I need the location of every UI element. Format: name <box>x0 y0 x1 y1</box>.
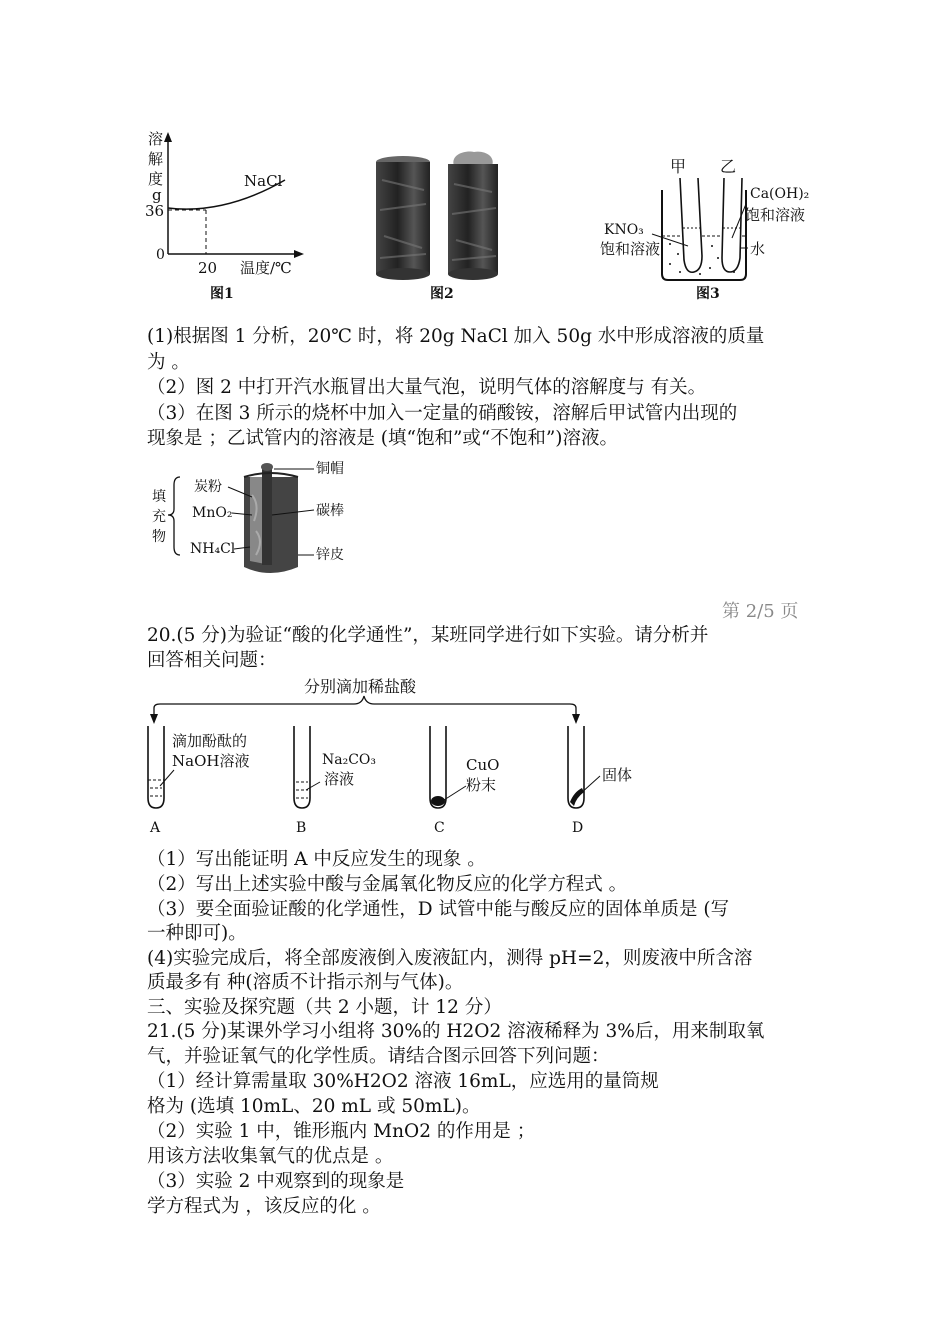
figure-caption: 图2 <box>430 286 454 302</box>
y-tick-label: 36 <box>145 202 165 220</box>
section-heading: 三、实验及探究题（共 2 小题，计 12 分） <box>147 997 502 1018</box>
opened-soda-can-with-bubbles <box>448 152 498 280</box>
q19-line: （3）在图 3 所示的烧杯中加入一定量的硝酸铵，溶解后甲试管内出现的 <box>147 403 738 424</box>
y-axis-char: 溶 <box>148 130 164 148</box>
pointer-line <box>306 782 320 790</box>
label-carbon-rod: 碳棒 <box>316 503 344 519</box>
q21-line: 21.(5 分)某课外学习小组将 30%的 H2O2 溶液稀释为 3%后，用来制取氧 <box>147 1021 765 1042</box>
solid-piece <box>570 788 584 806</box>
tube-letter-c: C <box>434 820 445 836</box>
tube-d-label: 固体 <box>602 766 633 784</box>
label-kno3: KNO₃ <box>604 222 644 238</box>
q20-sub-line: （3）要全面验证酸的化学通性，D 试管中能与酸反应的固体单质是 (写 <box>147 899 730 920</box>
brace <box>168 477 180 555</box>
test-tube-jia <box>680 178 702 272</box>
tube-a-label-2: NaOH溶液 <box>172 752 250 770</box>
tube-label-jia: 甲 <box>670 157 687 176</box>
arrow-a <box>150 714 158 724</box>
q21-line: 用该方法收集氧气的优点是 。 <box>147 1146 394 1167</box>
q20-sub-line: （1）写出能证明 A 中反应发生的现象 。 <box>147 849 486 870</box>
figure-2-soda-cans <box>370 150 510 310</box>
q20-sub-line: 质最多有 种(溶质不计指示剂与气体)。 <box>147 972 464 993</box>
cuo-powder <box>431 796 445 806</box>
tube-letter-b: B <box>296 820 307 836</box>
q21-line: （2）实验 1 中，锥形瓶内 MnO2 的作用是 ； <box>147 1121 536 1142</box>
tube-label-yi: 乙 <box>720 157 737 176</box>
q19-line: (1)根据图 1 分析，20℃ 时，将 20g NaCl 加入 50g 水中形成溶液的质量 <box>147 326 765 347</box>
y-axis-char: 度 <box>148 170 164 188</box>
label-caoh2: Ca(OH)₂ <box>750 186 810 202</box>
closed-soda-can <box>376 156 430 280</box>
q20-line: 回答相关问题： <box>147 650 277 671</box>
label-copper-cap: 铜帽 <box>316 461 344 477</box>
tube-a-label-1: 滴加酚酞的 <box>172 732 248 750</box>
brace-label: 分别滴加稀盐酸 <box>304 677 417 696</box>
dry-cell-battery-figure <box>150 455 370 585</box>
y-axis-char: g <box>152 186 162 204</box>
test-tube-c <box>430 726 446 808</box>
q21-line: （3）实验 2 中观察到的现象是 <box>147 1171 405 1192</box>
label-nh4cl: NH₄Cl <box>190 541 236 557</box>
x-axis-arrow <box>294 250 304 258</box>
curve-label: NaCl <box>244 172 283 190</box>
filler-char: 物 <box>152 529 166 545</box>
tube-b-label-1: Na₂CO₃ <box>322 752 377 768</box>
figure-3-beaker-tubes <box>600 150 830 310</box>
arrow-d <box>572 714 580 724</box>
battery-body <box>244 463 298 573</box>
pointer-line <box>580 776 600 794</box>
q21-line: 气，并验证氧气的化学性质。请结合图示回答下列问题： <box>147 1046 610 1067</box>
tube-letter-a: A <box>150 820 161 836</box>
pointer-line <box>160 770 174 786</box>
figure-caption: 图3 <box>696 286 720 302</box>
figure-1-solubility-chart <box>140 120 320 310</box>
label-saturated-left: 饱和溶液 <box>600 240 661 258</box>
q20-sub-line: 一种即可)。 <box>147 923 247 944</box>
q21-line: 格为 (选填 10mL、20 mL 或 50mL)。 <box>147 1096 481 1117</box>
label-zinc-skin: 锌皮 <box>316 547 344 563</box>
tube-letter-d: D <box>572 820 584 836</box>
page-number: 第 2/5 页 <box>722 601 799 622</box>
y-axis-arrow <box>164 132 172 142</box>
q21-line: 学方程式为 ，该反应的化 。 <box>147 1196 381 1217</box>
label-water: 水 <box>750 240 766 258</box>
label-saturated-right: 饱和溶液 <box>745 206 806 224</box>
q20-line: 20.(5 分)为验证“酸的化学通性”，某班同学进行如下实验。请分析并 <box>147 625 709 646</box>
tube-b-label-2: 溶液 <box>324 770 355 788</box>
q19-line: （2）图 2 中打开汽水瓶冒出大量气泡，说明气体的溶解度与 有关。 <box>147 377 707 398</box>
test-tube-yi <box>722 178 742 272</box>
test-tubes-figure <box>140 674 633 844</box>
x-axis-label: 温度/℃ <box>240 259 292 277</box>
filler-char: 填 <box>152 489 166 505</box>
figure-caption: 图1 <box>210 286 234 302</box>
q19-line: 现象是 ；乙试管内的溶液是 (填“饱和”或“不饱和”)溶液。 <box>147 428 619 449</box>
tube-c-label-1: CuO <box>466 756 500 774</box>
origin-label: 0 <box>156 247 165 263</box>
q21-line: （1）经计算需量取 30%H2O2 溶液 16mL，应选用的量筒规 <box>147 1071 659 1092</box>
label-mno2: MnO₂ <box>192 505 233 521</box>
test-tube-b <box>294 726 310 808</box>
label-carbon-powder: 炭粉 <box>194 479 222 495</box>
tube-c-label-2: 粉末 <box>466 776 497 794</box>
q20-sub-line: (4)实验完成后，将全部废液倒入废液缸内，测得 pH=2，则废液中所含溶 <box>147 948 753 969</box>
tube-a-liquid-dashes <box>150 788 162 796</box>
q20-sub-line: （2）写出上述实验中酸与金属氧化物反应的化学方程式 。 <box>147 874 628 895</box>
pointer-line <box>444 786 466 800</box>
y-axis-char: 解 <box>148 150 164 168</box>
top-brace <box>154 696 576 716</box>
filler-char: 充 <box>152 509 166 525</box>
x-tick-label: 20 <box>198 259 218 277</box>
q19-line: 为 。 <box>147 352 190 373</box>
